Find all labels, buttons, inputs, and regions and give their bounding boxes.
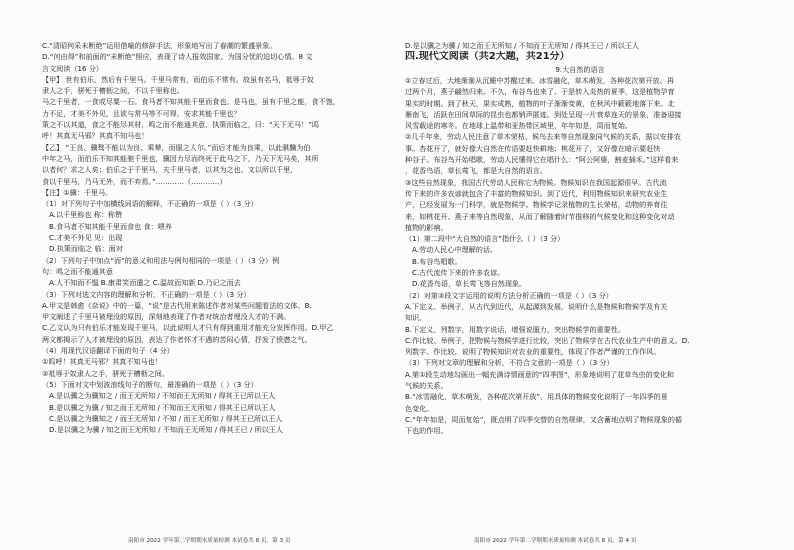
text-line: 种谷子。布谷鸟开始唱歌，劳动人民懂得它在唱什么：“阿公阿婆，割麦插禾。”这样看来	[405, 155, 679, 165]
text-line: B.“冰雪融化，草木萌发，各种花次第开放”，用具体的物候变化说明了一年四季的景	[405, 392, 668, 402]
text-line: 【注】①骥：千里马。	[42, 187, 113, 197]
text-line: （2）下列句子中加点“而”的意义和用法与例句相同的一项是（ ）（3 分）例	[42, 255, 280, 265]
article-title: 9.大自然的语言	[555, 64, 605, 74]
text-line: 气候的关系。	[405, 381, 448, 390]
text-line: D.是以骥之为骥 / 知之而王无所知 / 不知而王无所知 / 得其王已 / 所以王人	[405, 41, 639, 50]
answer-option: A.劳动人民心中理解的话。	[412, 245, 498, 255]
answer-option: C.才美不外见 见：出现	[49, 233, 123, 243]
answer-option: B.食马者不知其能千里而食也 食：喂养	[49, 221, 172, 231]
answer-option: B.是以骥之为骥 / 知之而王无所知 / 不知而王无所知 / 得其王已所以王人	[49, 402, 276, 412]
right-column	[405, 40, 755, 528]
text-line: （1）第二段中“大自然的语言”指什么（ ）（3 分）	[405, 234, 565, 244]
text-line: 隶人之手，骈死于槽枥之间，不以千里称也。	[42, 86, 184, 96]
text-line: 力不足，才美不外见，且欲与常马等不可得，安求其能千里也？	[42, 108, 241, 118]
answer-option: D.是以骥之为骥 / 知之而王无所知 / 不知而王无所知 / 得其王已 / 所以王人	[49, 425, 283, 435]
text-line: 【甲】 世有伯乐，然后有千里马。千里马常有，而伯乐不常有。故虽有名马，祗辱于奴	[42, 74, 314, 84]
text-line: 过两个月，燕子翩然归来。不久，布谷鸟也来了。于是转入炎热的夏季，这是植物孕育	[405, 87, 675, 97]
footer-right: 南阳市 2022 学年第二学期期末质量检测 本试卷共 8 页，第 4 页	[474, 538, 637, 544]
text-line: 来，如桃花开、燕子来等自然现象，从而了解随着时节推移的气候变化和这种变化对动	[405, 211, 675, 221]
text-line: C.“年年如是，周而复始”，既点明了四季交替的自然规律，又含蓄地点明了物候现象的循	[405, 414, 683, 424]
text-line: 知识。	[405, 313, 427, 323]
text-line: 风雪载途的寒冬。在地球上温带和亚热带区域里，年年如是，周而复始。	[405, 121, 632, 131]
text-line: 句：鸣之而不能通其意	[42, 266, 113, 276]
text-line: B.下定义、列数字，用数字说话，增强说服力，突出物候学的重要性。	[405, 324, 625, 334]
text-line: C.乙文认为只有伯乐才能发现千里马，以此说明人才只有得到重用才能充分发挥作用。D.甲乙	[42, 323, 334, 333]
text-line: 下也的作用。	[405, 426, 448, 436]
text-line: 列数字、作比较，说明了物候知识对农业的重要性，体现了作者严谨的工作作风。	[405, 347, 661, 357]
answer-option: D.花香鸟语，草长莺飞等自然现象。	[412, 279, 527, 289]
text-line: （1）对下列句子中加横线词语的解释，不正确的一项是（ ）（3 分）	[42, 199, 258, 209]
text-line: 中年之马，而伯乐不知其能驰千里也，骥因力尽而终死于此马之下，乃天下无马矣，其所	[42, 153, 319, 163]
answer-option: A.人不知而不愠 B.康肃笑而遣之 C.温故而知新 D.乃记之而去	[49, 278, 241, 288]
text-line: 言文阅读（16 分）	[42, 63, 103, 73]
text-line: A.第①段生动地勾画出一幅充满诗情画意的“四季图”，形象地说明了花草鸟虫的变化和	[405, 369, 674, 379]
text-line: （3）下列对选文内容的理解和分析，不正确的一项是（ ）（3 分）	[42, 289, 251, 299]
answer-option: C.古代流传下来的许多农谚。	[412, 268, 505, 278]
text-line: 【乙】 “王良、骥骜不能以为良、乘辇，而服之人尔。”而后才能为良乘，以此骐驥为伯	[42, 142, 311, 152]
text-line: 食以千里马，乃马无外，而不弃焉。”…………（…………）	[42, 176, 227, 186]
section-heading: 四.现代文阅读（共2大题，共21分）	[405, 51, 570, 63]
text-line: 植物的影响。	[405, 222, 448, 232]
answer-option: A.以千里称也 称：称赞	[49, 210, 123, 220]
footer-left: 南阳市 2022 学年第二学期期末质量检测 本试卷共 8 页，第 3 页	[128, 538, 291, 544]
text-line: A.甲文是韩愈《杂说》中的一篇，“说”是古代用来陈述作者对某些问题看法的文体。B.	[42, 300, 312, 310]
text-line: 果实的时期。到了秋天，果实成熟，植物的叶子渐渐变黄，在秋风中簌簌地落下来。北	[405, 98, 675, 108]
text-line: （2）对第③段文字运用的说明方法分析正确的一项是（ ）（3 分）	[405, 290, 613, 300]
text-line: 马之千里者，一食或尽粟一石。食马者不知其能千里而食也。是马也，虽有千里之能，食不饱，	[42, 97, 340, 107]
text-line: 产，已经发展为一门科学，就是物候学。物候学记录植物的生长荣枯，动物的养育往	[405, 200, 668, 210]
text-line: （4）用现代汉语翻译下面的句子（4 分）	[42, 346, 174, 356]
text-line: ①呜呼！其真无马邪？其真不知马也！	[42, 357, 162, 367]
text-line: 色变化。	[405, 403, 434, 413]
answer-option: D.执策而临之 临：面对	[49, 244, 123, 254]
text-line: ①立春过后，大地渐渐从沉睡中苏醒过来。冰雪融化，草木萌发，各种花次第开放。再	[405, 75, 674, 85]
text-line: C.作比较、举例子，把物候与物候学进行比较，突出了物候学在古代农业生产中的意义。D.	[405, 335, 690, 345]
text-line: 事。杏花开了，就好像大自然在传语要赶快耕地；桃花开了，又好像在暗示要赶快	[405, 143, 661, 153]
answer-option: B.布谷鸟唱歌。	[412, 256, 462, 266]
text-line: 甲文阐述了千里马被埋没的原因，深刻地表现了作者对统治者埋没人才的不满。	[42, 312, 291, 322]
text-line: 呼！其真无马邪？其真不知马也！	[42, 131, 149, 141]
left-column	[42, 40, 386, 528]
answer-option: C.是以骥之为骥知之 / 而王无所知 / 不知 / 而王无所知 / 得其王已所以王人	[49, 413, 283, 423]
answer-option: A.是以骥之为骥知之 / 而王无所知 / 不知而王无所知 / 得其王已所以王人	[49, 391, 276, 401]
text-line: 雁南飞，活跃在田间草际的昆虫也都销声匿迹。到处呈现一片衰草连天的景象，准备迎接	[405, 109, 682, 119]
text-line: D.“何由得”和前面的“未断绝”照应，表现了诗人报效国家、为国分忧的迫切心情。8 文	[42, 52, 313, 62]
text-line: （5）下面对文中划波浪线句子的断句，最准确的一项是（ ）（3 分）	[42, 379, 258, 389]
text-line: （3）下列对文章的理解和分析，不符合文意的一项是（ ）（3 分）	[405, 358, 614, 368]
text-line: ③这些自然现象，我国古代劳动人民称它为物候。物候知识在我国起源很早。古代流	[405, 177, 667, 187]
text-line: ②祗辱于奴隶人之手，骈死于槽枥之间。	[42, 368, 169, 378]
text-line: 传下来的许多农谚就包含了丰富的物候知识。到了近代，利用物候知识来研究农业生	[405, 188, 668, 198]
text-line: ②几千年来，劳动人民注意了草木荣枯、候鸟去来等自然现象同气候的关系，据以安排农	[405, 132, 681, 142]
text-line: ，花香鸟语，草长莺飞，都是大自然的语言。	[405, 166, 547, 176]
text-line: 策之不以其道，食之不能尽其材，鸣之而不能通其意，执策而临之，曰：“天下无马！”呜	[42, 120, 319, 130]
text-line: A.下定义、举例子，从古代到近代，从起源到发展，说明什么是物候和物候学及有关	[405, 301, 668, 311]
text-line: 两文都揭示了人才被埋没的原因，表达了作者怀才不遇的苦闷心情，抒发了愤懑之气。	[42, 334, 312, 344]
text-line: C.“清昭何采未断绝”运用借喻的修辞手法，形象地写出了春潮的繁盛景象。	[42, 41, 277, 50]
text-line: 以者何？求之人矣；伯乐之于千里马，夫千里马者，以其为之也。文以所以千里，	[42, 165, 298, 175]
